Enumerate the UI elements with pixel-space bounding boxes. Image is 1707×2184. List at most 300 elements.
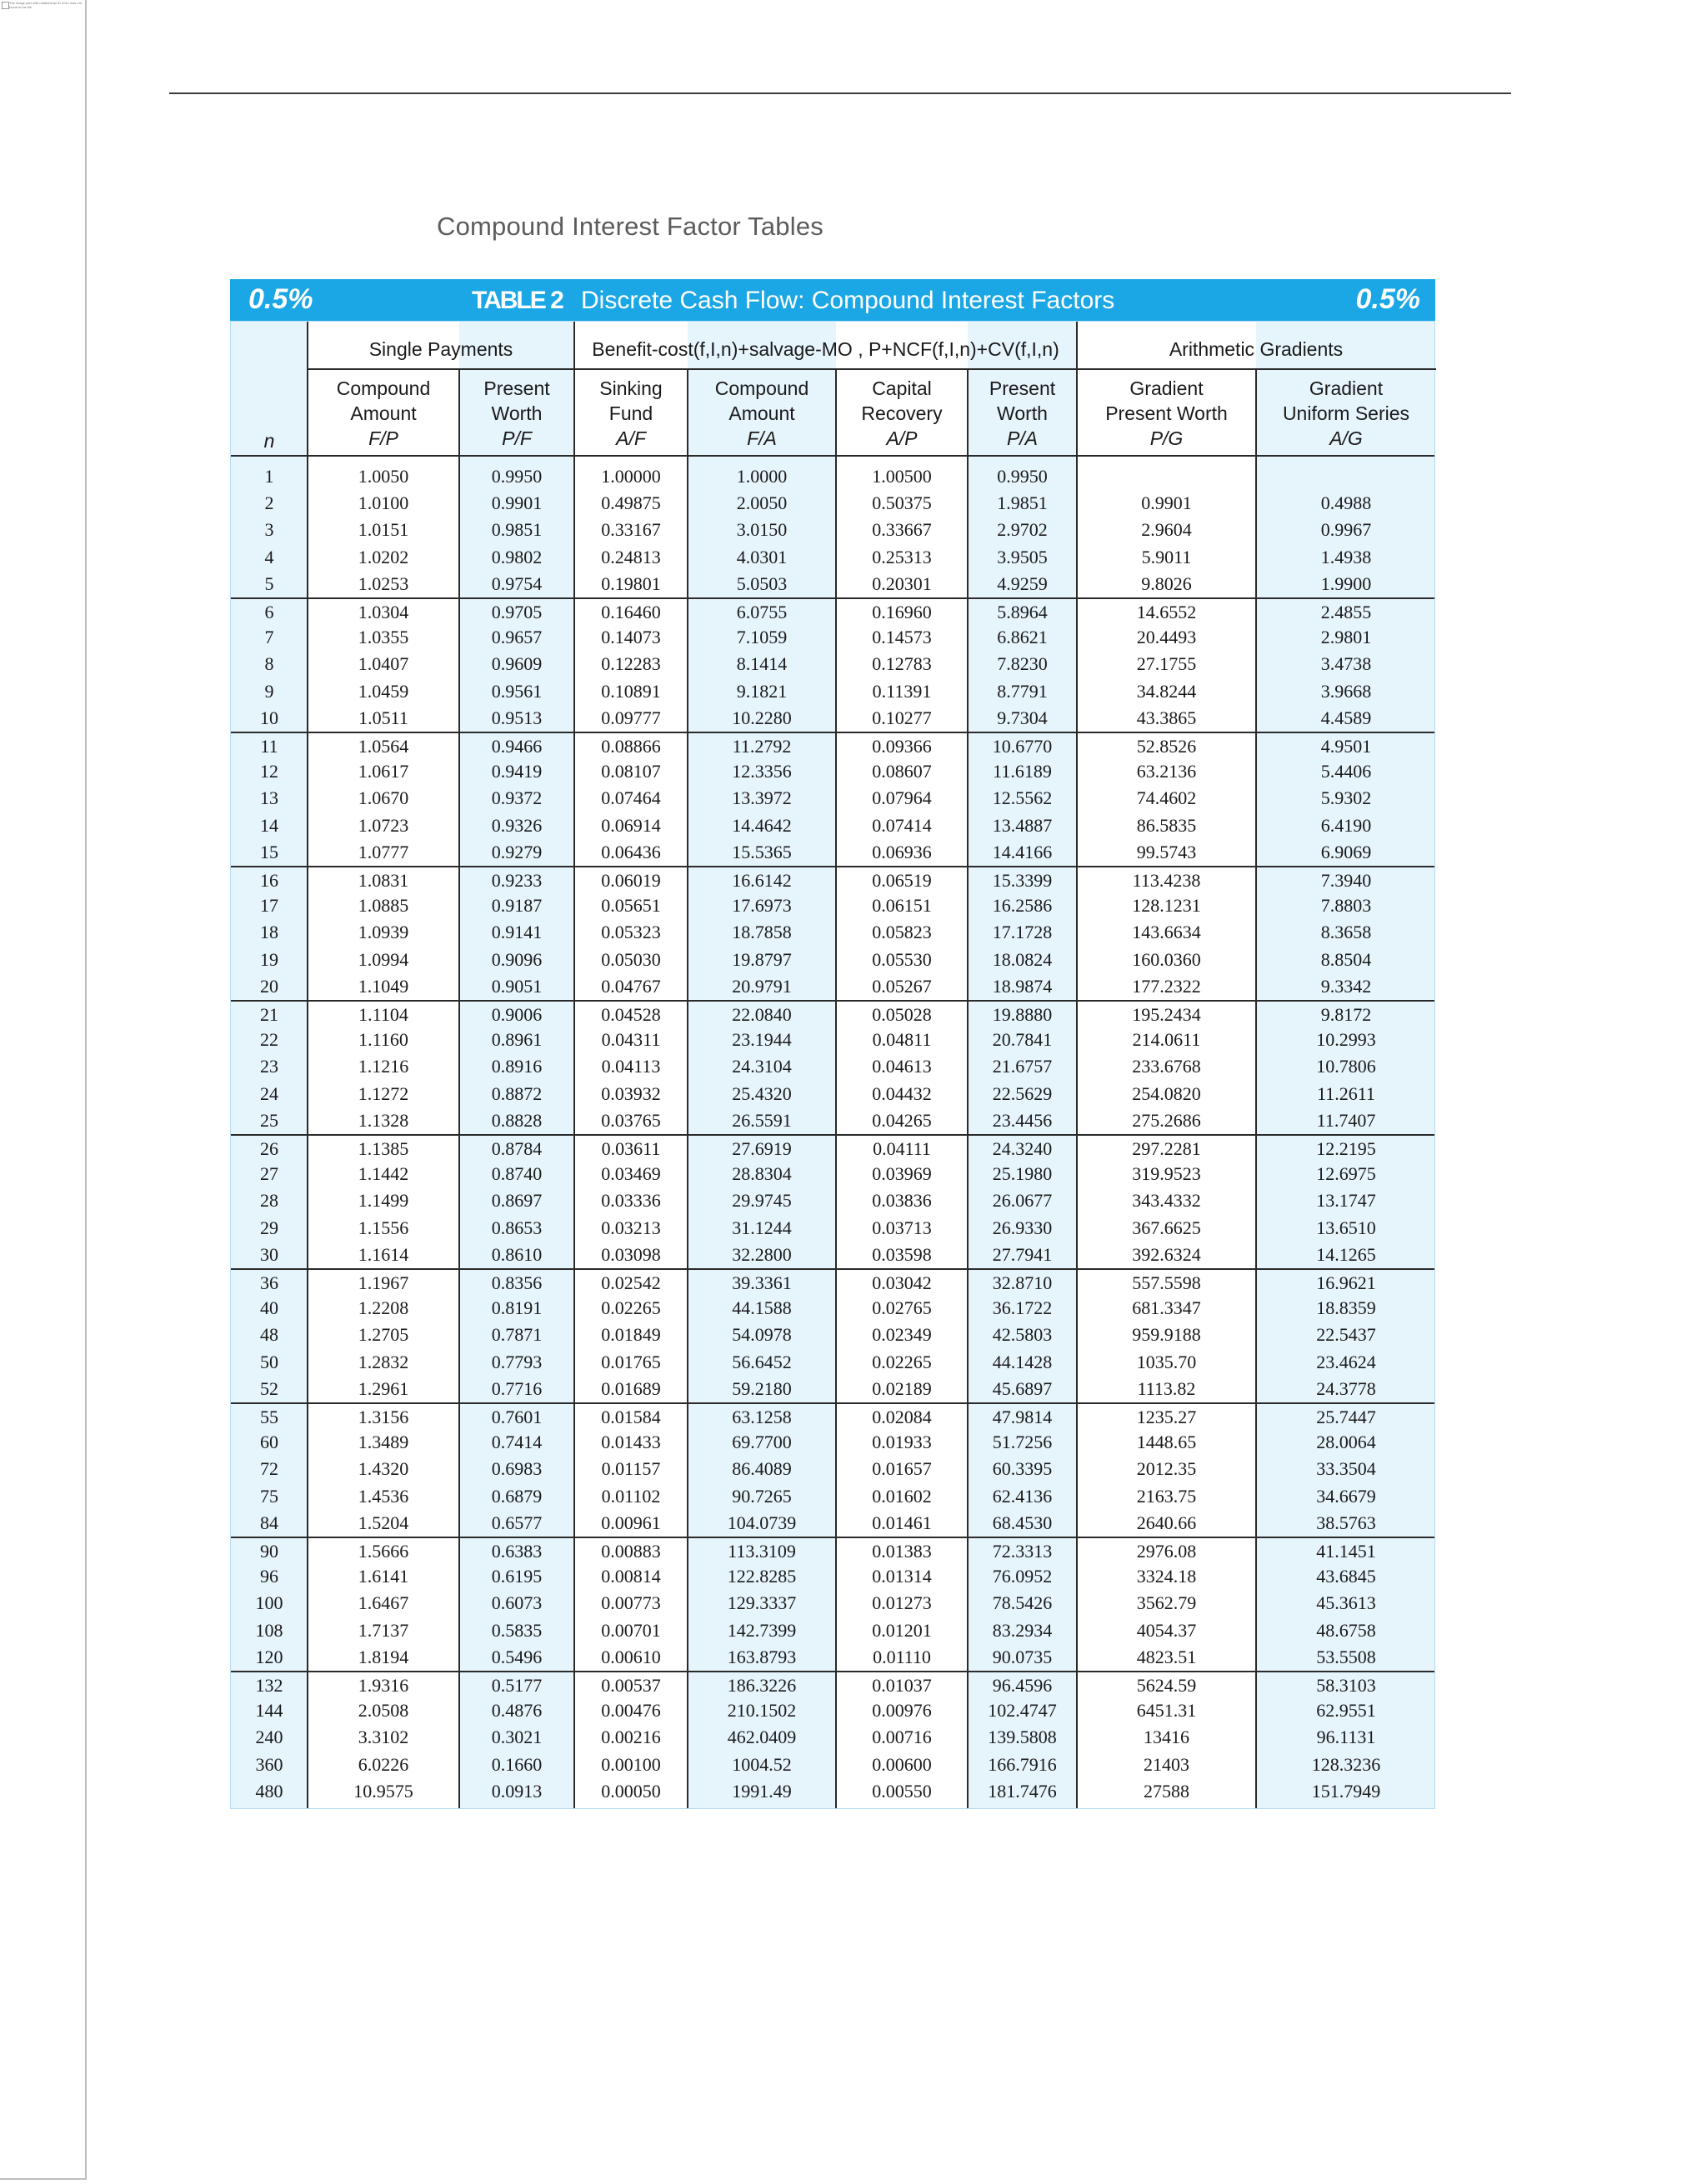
cell-fa: 9.1821 [736, 680, 788, 702]
table-row [231, 1483, 1434, 1510]
cell-ag: 96.1131 [1316, 1727, 1376, 1748]
cell-fp: 1.4536 [358, 1485, 409, 1507]
cell-ap: 0.07414 [872, 814, 932, 836]
cell-af: 0.00883 [601, 1541, 661, 1562]
table-row [231, 1778, 1434, 1805]
cell-pa: 68.4530 [992, 1512, 1053, 1533]
section-title: Compound Interest Factor Tables [437, 212, 823, 241]
cell-ag: 1.9900 [1320, 572, 1372, 594]
cell-pf: 0.8916 [491, 1056, 543, 1077]
cell-af: 0.06436 [601, 841, 661, 862]
cell-ap: 0.25313 [872, 546, 932, 567]
cell-pg: 3562.79 [1136, 1592, 1197, 1614]
cell-fa: 20.9791 [732, 975, 792, 997]
cell-ag: 62.9551 [1316, 1700, 1376, 1722]
cell-pg: 27.1755 [1136, 653, 1197, 675]
cell-ag: 13.6510 [1316, 1217, 1376, 1238]
column-header-pa: Present Worth P/A [989, 377, 1056, 449]
cell-pf: 0.9279 [491, 841, 543, 862]
cell-pg: 14.6552 [1136, 602, 1197, 622]
cell-ap: 0.10277 [872, 707, 932, 728]
cell-pf: 0.9901 [491, 492, 543, 514]
cell-pa: 12.5562 [992, 787, 1053, 809]
cell-pf: 0.9187 [491, 895, 543, 917]
table-row [231, 1376, 1434, 1402]
cell-fp: 2.0508 [358, 1700, 409, 1722]
cell-ag: 3.9668 [1320, 680, 1372, 702]
cell-af: 0.03932 [601, 1082, 661, 1104]
cell-pg: 2163.75 [1136, 1485, 1197, 1507]
cell-fp: 1.1556 [358, 1217, 409, 1238]
cell-n: 14 [260, 814, 278, 836]
cell-n: 27 [260, 1163, 278, 1185]
cell-pf: 0.9326 [491, 814, 543, 836]
cell-af: 0.12283 [601, 653, 661, 675]
table-row [231, 597, 1434, 626]
cell-pg: 43.3865 [1136, 707, 1197, 728]
table-row [231, 1187, 1434, 1214]
cell-n: 84 [260, 1512, 278, 1533]
group-single-payments: Single Payments [368, 338, 513, 360]
cell-af: 1.00000 [601, 466, 661, 487]
cell-fp: 1.1614 [358, 1243, 409, 1265]
cell-n: 55 [260, 1407, 278, 1427]
cell-pf: 0.8740 [491, 1163, 543, 1185]
cell-ap: 0.03042 [872, 1272, 932, 1293]
table-row [231, 1671, 1434, 1699]
cell-pa: 11.6189 [993, 761, 1052, 782]
cell-ag: 8.3658 [1320, 922, 1372, 943]
cell-pg: 4823.51 [1136, 1646, 1197, 1667]
cell-af: 0.01765 [601, 1351, 661, 1372]
cell-pa: 13.4887 [992, 814, 1053, 836]
cell-pf: 0.8784 [491, 1138, 543, 1159]
cell-pf: 0.6073 [491, 1592, 543, 1614]
cell-ag: 11.7407 [1316, 1109, 1376, 1131]
cell-n: 240 [255, 1727, 283, 1748]
cell-fa: 16.6142 [732, 870, 792, 891]
cell-af: 0.08107 [601, 761, 661, 782]
table-row [231, 1644, 1434, 1671]
cell-fa: 113.3109 [728, 1541, 796, 1562]
cell-pg: 143.6634 [1132, 922, 1201, 943]
cell-n: 22 [260, 1029, 278, 1051]
cell-af: 0.00814 [601, 1566, 661, 1587]
cell-af: 0.06019 [601, 870, 661, 891]
cell-ag: 34.6679 [1316, 1485, 1376, 1507]
table-row [231, 892, 1434, 919]
cell-ap: 0.08607 [872, 761, 932, 782]
cell-ag: 8.8504 [1320, 948, 1372, 970]
cell-pg: 959.9188 [1132, 1324, 1201, 1346]
cell-ap: 0.01383 [872, 1541, 932, 1562]
cell-fp: 1.6141 [358, 1566, 409, 1587]
cell-ag: 48.6758 [1316, 1619, 1376, 1641]
cell-af: 0.49875 [601, 492, 661, 514]
cell-fa: 2.0050 [736, 492, 788, 514]
cell-ap: 0.04613 [872, 1056, 932, 1077]
cell-af: 0.03098 [601, 1243, 661, 1265]
cell-pf: 0.5177 [491, 1675, 543, 1696]
table-row [231, 1697, 1434, 1724]
cell-ap: 0.09366 [872, 736, 932, 757]
cell-fp: 1.1499 [358, 1190, 409, 1212]
cell-n: 36 [260, 1272, 278, 1293]
cell-ap: 0.05823 [872, 922, 932, 943]
cell-pa: 22.5629 [992, 1082, 1053, 1104]
cell-ap: 0.01037 [872, 1675, 932, 1696]
cell-ap: 0.05028 [872, 1004, 932, 1025]
cell-pf: 0.9466 [491, 736, 543, 757]
cell-ag: 5.4406 [1320, 761, 1372, 782]
cell-af: 0.00961 [601, 1512, 661, 1533]
cell-fa: 15.5365 [732, 841, 792, 862]
cell-fp: 1.1216 [358, 1056, 409, 1077]
cell-af: 0.00050 [601, 1780, 661, 1802]
column-header-n: n [263, 430, 275, 452]
table-row [231, 490, 1434, 517]
cell-ap: 0.06936 [872, 841, 932, 862]
cell-pa: 90.0735 [992, 1646, 1053, 1667]
cell-fa: 12.3356 [732, 761, 792, 782]
cell-pf: 0.8697 [491, 1190, 543, 1212]
cell-af: 0.01584 [601, 1407, 661, 1427]
cell-ag: 25.7447 [1316, 1407, 1376, 1427]
cell-fp: 1.1272 [358, 1082, 409, 1104]
cell-n: 50 [260, 1351, 278, 1372]
cell-fp: 1.0151 [358, 519, 409, 541]
cell-pg: 5624.59 [1136, 1675, 1197, 1696]
cell-pf: 0.3021 [491, 1727, 543, 1748]
cell-pf: 0.7793 [491, 1351, 543, 1372]
cell-fp: 1.0564 [358, 736, 409, 757]
cell-pf: 0.9705 [491, 602, 543, 622]
cell-ag: 9.8172 [1320, 1004, 1372, 1025]
cell-pg: 86.5835 [1136, 814, 1197, 836]
cell-fp: 1.0253 [358, 572, 409, 594]
cell-fp: 1.3156 [358, 1407, 409, 1427]
cell-pg: 9.8026 [1141, 572, 1192, 594]
cell-fa: 22.0840 [732, 1004, 792, 1025]
cell-pa: 47.9814 [992, 1407, 1053, 1427]
cell-n: 11 [260, 736, 278, 757]
cell-pf: 0.9233 [491, 870, 543, 891]
cell-ag: 3.4738 [1320, 653, 1372, 675]
column-divider [573, 322, 575, 1808]
cell-pf: 0.8961 [491, 1029, 543, 1051]
cell-fp: 1.4320 [358, 1458, 409, 1480]
cell-ap: 0.04432 [872, 1082, 932, 1104]
cell-fa: 14.4642 [732, 814, 792, 836]
cell-fp: 1.0994 [358, 948, 409, 970]
cell-fa: 7.1059 [736, 627, 788, 648]
cell-ap: 0.14573 [872, 627, 932, 648]
column-header-pg: Gradient Present Worth P/G [1105, 377, 1228, 449]
cell-pg: 195.2434 [1132, 1004, 1201, 1025]
cell-n: 90 [260, 1541, 278, 1562]
cell-n: 75 [260, 1485, 278, 1507]
cell-fp: 1.1049 [358, 975, 409, 997]
cell-pa: 20.7841 [992, 1029, 1053, 1051]
cell-ap: 0.02349 [872, 1324, 932, 1346]
image-alt-text: The image part with relationship ID rId12 was not found in the file. [9, 1, 82, 9]
cell-ap: 0.04265 [872, 1109, 932, 1131]
cell-n: 132 [255, 1675, 283, 1696]
cell-ag: 14.1265 [1316, 1243, 1376, 1265]
cell-ap: 0.03598 [872, 1243, 932, 1265]
broken-image-panel [0, 0, 87, 2180]
cell-pa: 2.9702 [997, 519, 1048, 541]
cell-af: 0.06914 [601, 814, 661, 836]
cell-fa: 29.9745 [732, 1190, 792, 1212]
cell-fp: 1.0777 [358, 841, 409, 862]
cell-fp: 3.3102 [358, 1727, 409, 1748]
cell-pg: 52.8526 [1136, 736, 1197, 757]
cell-pa: 139.5808 [988, 1727, 1057, 1748]
cell-pg: 27588 [1144, 1780, 1189, 1802]
table-row [231, 1000, 1434, 1028]
cell-pa: 72.3313 [992, 1541, 1053, 1562]
cell-fa: 6.0755 [736, 602, 788, 622]
cell-ag: 6.4190 [1320, 814, 1372, 836]
cell-pg: 128.1231 [1132, 895, 1201, 917]
cell-n: 72 [260, 1458, 278, 1480]
cell-ag: 33.3504 [1316, 1458, 1376, 1480]
cell-ag: 128.3236 [1311, 1753, 1381, 1775]
column-header-fa: Compound Amount F/A [714, 377, 809, 449]
cell-af: 0.24813 [601, 546, 661, 567]
cell-fa: 18.7858 [732, 922, 792, 943]
cell-n: 48 [260, 1324, 278, 1346]
cell-n: 17 [260, 895, 278, 917]
cell-fa: 186.3226 [727, 1675, 797, 1696]
cell-ag: 5.9302 [1320, 787, 1372, 809]
cell-fa: 44.1588 [732, 1297, 792, 1319]
cell-n: 24 [260, 1082, 278, 1104]
cell-pa: 7.8230 [997, 653, 1048, 675]
cell-af: 0.02542 [601, 1272, 661, 1293]
cell-pa: 76.0952 [992, 1566, 1053, 1587]
cell-fp: 1.5204 [358, 1512, 409, 1533]
cell-pa: 17.1728 [992, 922, 1053, 943]
cell-n: 144 [255, 1700, 283, 1722]
cell-ap: 0.01602 [872, 1485, 932, 1507]
cell-ag: 151.7949 [1311, 1780, 1381, 1802]
cell-n: 16 [260, 870, 278, 891]
cell-fp: 1.0939 [358, 922, 409, 943]
cell-pa: 96.4596 [992, 1675, 1053, 1696]
cell-ag: 0.9967 [1320, 519, 1372, 541]
cell-fp: 1.1160 [358, 1029, 408, 1051]
cell-pf: 0.8610 [491, 1243, 543, 1265]
cell-fp: 1.0723 [358, 814, 409, 836]
cell-pf: 0.9754 [491, 572, 543, 594]
cell-pf: 0.6577 [491, 1512, 543, 1533]
cell-af: 0.33167 [601, 519, 661, 541]
cell-pf: 0.8872 [491, 1082, 543, 1104]
cell-n: 480 [255, 1780, 283, 1802]
cell-af: 0.05651 [601, 895, 661, 917]
cell-pa: 15.3399 [992, 870, 1053, 891]
cell-af: 0.01689 [601, 1377, 661, 1399]
cell-ag: 24.3778 [1316, 1377, 1376, 1399]
cell-ap: 0.07964 [872, 787, 932, 809]
cell-fa: 32.2800 [732, 1243, 792, 1265]
table-row [231, 1053, 1434, 1080]
cell-fp: 1.0459 [358, 680, 409, 702]
cell-af: 0.14073 [601, 627, 661, 648]
cell-fp: 1.7137 [358, 1619, 409, 1641]
cell-ag: 11.2611 [1317, 1082, 1375, 1104]
cell-pg: 392.6324 [1132, 1243, 1201, 1265]
cell-ap: 0.02265 [872, 1351, 932, 1372]
cell-ag: 2.4855 [1320, 602, 1372, 622]
rate-label-left: 0.5% [248, 283, 313, 315]
cell-ag: 58.3103 [1316, 1675, 1376, 1696]
cell-pg: 2.9604 [1141, 519, 1192, 541]
cell-af: 0.00610 [601, 1646, 661, 1667]
cell-fa: 13.3972 [732, 787, 792, 809]
cell-af: 0.04528 [601, 1004, 661, 1025]
table-row [231, 1752, 1434, 1778]
cell-ag: 45.3613 [1316, 1592, 1376, 1614]
cell-pa: 83.2934 [992, 1619, 1053, 1641]
cell-ap: 0.02765 [872, 1297, 932, 1319]
cell-fa: 63.1258 [732, 1407, 792, 1427]
cell-pa: 6.8621 [997, 627, 1048, 648]
cell-fa: 19.8797 [732, 948, 792, 970]
cell-af: 0.00701 [601, 1619, 661, 1641]
cell-af: 0.00100 [601, 1753, 661, 1775]
cell-n: 15 [260, 841, 278, 862]
cell-fp: 1.6467 [358, 1592, 409, 1614]
cell-af: 0.01102 [601, 1485, 661, 1507]
cell-fp: 1.9316 [358, 1675, 409, 1696]
table-row [231, 1510, 1434, 1537]
cell-pa: 21.6757 [992, 1056, 1053, 1077]
column-header-ag: Gradient Uniform Series A/G [1282, 377, 1410, 449]
cell-n: 6 [264, 602, 274, 622]
cell-af: 0.00537 [601, 1675, 661, 1696]
cell-ap: 0.00550 [872, 1780, 932, 1802]
cell-n: 9 [264, 680, 274, 702]
cell-fa: 10.2280 [732, 707, 792, 728]
cell-pg: 233.6768 [1132, 1056, 1201, 1077]
cell-fp: 1.0100 [358, 492, 409, 514]
cell-n: 40 [260, 1297, 278, 1319]
cell-af: 0.19801 [601, 572, 661, 594]
cell-pf: 0.9513 [491, 707, 543, 728]
table-title: Discrete Cash Flow: Compound Interest Factors [581, 287, 1115, 314]
column-divider [1076, 322, 1078, 1808]
cell-pa: 25.1980 [992, 1163, 1053, 1185]
table-row [231, 1349, 1434, 1376]
cell-ag: 16.9621 [1316, 1272, 1376, 1293]
cell-pg: 297.2281 [1132, 1138, 1201, 1159]
cell-af: 0.00773 [601, 1592, 661, 1614]
cell-fa: 31.1244 [732, 1217, 792, 1238]
cell-n: 120 [255, 1646, 283, 1667]
cell-ag: 4.4589 [1320, 707, 1372, 728]
table-banner [230, 279, 1435, 321]
table-row [231, 463, 1434, 490]
cell-n: 96 [260, 1566, 278, 1587]
cell-n: 100 [255, 1592, 283, 1614]
column-header-pf: Present Worth P/F [483, 377, 550, 449]
column-header-fp: Compound Amount F/P [336, 377, 431, 449]
table-row [231, 839, 1434, 866]
cell-af: 0.00476 [601, 1700, 661, 1722]
column-header-ap: Capital Recovery A/P [861, 377, 943, 449]
cell-ag: 12.6975 [1316, 1163, 1376, 1185]
cell-pg: 254.0820 [1132, 1082, 1201, 1104]
table-row [231, 651, 1434, 677]
column-divider [835, 368, 837, 1808]
cell-pa: 9.7304 [997, 707, 1048, 728]
cell-fp: 1.0670 [358, 787, 409, 809]
cell-pa: 1.9851 [997, 492, 1048, 514]
cell-ap: 0.03836 [872, 1190, 932, 1212]
cell-pg: 160.0360 [1132, 948, 1201, 970]
cell-n: 19 [260, 948, 278, 970]
cell-pa: 23.4456 [992, 1109, 1053, 1131]
cell-n: 5 [264, 572, 274, 594]
cell-ap: 0.01314 [872, 1566, 932, 1587]
cell-pf: 0.7414 [491, 1432, 543, 1453]
cell-af: 0.03765 [601, 1109, 661, 1131]
cell-fa: 5.0503 [736, 572, 788, 594]
cell-fp: 1.2208 [358, 1297, 409, 1319]
cell-n: 30 [260, 1243, 278, 1265]
cell-fp: 1.1442 [358, 1163, 409, 1185]
table-row [231, 1161, 1434, 1187]
cell-pa: 10.6770 [992, 736, 1053, 757]
cell-fp: 1.0511 [358, 707, 408, 728]
cell-ap: 0.20301 [872, 572, 932, 594]
cell-pa: 45.6897 [992, 1377, 1053, 1399]
cell-fa: 129.3337 [727, 1592, 797, 1614]
cell-pg: 21403 [1144, 1753, 1189, 1775]
cell-fa: 462.0409 [727, 1727, 797, 1748]
table-row [231, 517, 1434, 543]
group-header-rule [308, 368, 1436, 370]
cell-pg: 2012.35 [1136, 1458, 1197, 1480]
cell-pg: 5.9011 [1141, 546, 1192, 567]
cell-pg: 2640.66 [1136, 1512, 1197, 1533]
cell-pa: 0.9950 [997, 466, 1048, 487]
cell-af: 0.03469 [601, 1163, 661, 1185]
cell-fp: 1.3489 [358, 1432, 409, 1453]
cell-fp: 1.1328 [358, 1109, 409, 1131]
cell-fa: 27.6919 [732, 1138, 792, 1159]
cell-ag: 23.4624 [1316, 1351, 1376, 1372]
cell-af: 0.03611 [601, 1138, 661, 1159]
cell-fa: 142.7399 [727, 1619, 797, 1641]
cell-ag: 38.5763 [1316, 1512, 1376, 1533]
cell-ag: 0.4988 [1320, 492, 1372, 514]
cell-fa: 163.8793 [727, 1646, 797, 1667]
cell-af: 0.04311 [601, 1029, 661, 1051]
cell-pg: 1448.65 [1136, 1432, 1197, 1453]
cell-af: 0.09777 [601, 707, 661, 728]
cell-af: 0.10891 [601, 680, 661, 702]
cell-pg: 319.9523 [1132, 1163, 1201, 1185]
cell-pg: 20.4493 [1136, 627, 1197, 648]
cell-ap: 0.03969 [872, 1163, 932, 1185]
table-row [231, 1456, 1434, 1482]
cell-af: 0.07464 [601, 787, 661, 809]
cell-fp: 1.0050 [358, 466, 409, 487]
